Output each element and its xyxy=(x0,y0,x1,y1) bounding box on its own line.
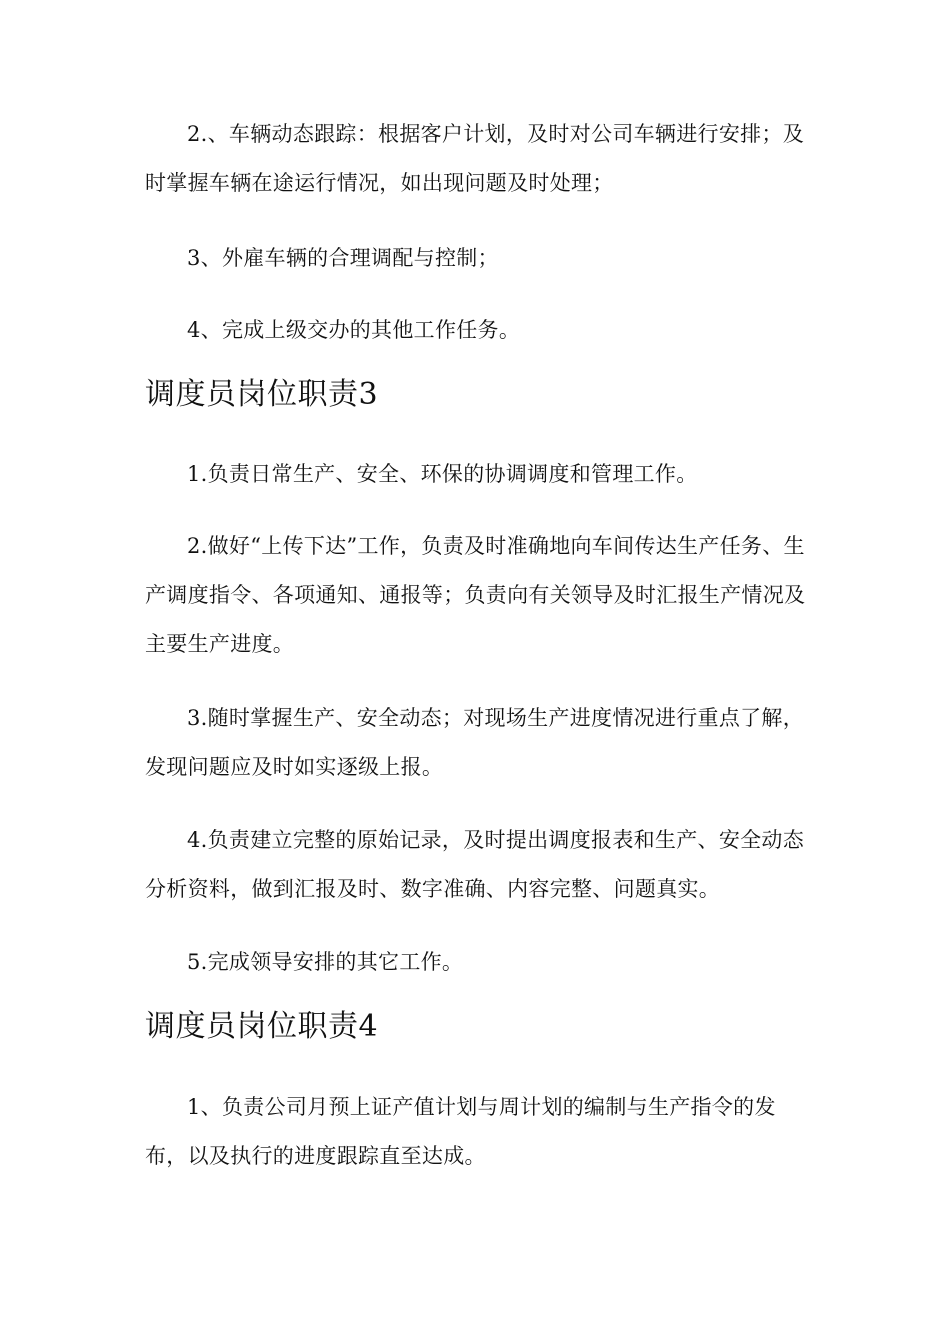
paragraph-external-vehicles: 3、外雇车辆的合理调配与控制； xyxy=(187,246,499,270)
paragraph-communication: 2.做好“上传下达”工作，负责及时准确地向车间传达生产任务、生产调度指令、各项通知、通报等；负责向有关领导及时汇报生产情况及主要生产进度。 xyxy=(145,534,806,656)
paragraph-other-work: 5.完成领导安排的其它工作。 xyxy=(187,950,464,974)
section-3-heading: 调度员岗位职责3 xyxy=(145,377,379,412)
paragraph-monitoring: 3.随时掌握生产、安全动态；对现场生产进度情况进行重点了解，发现问题应及时如实逐级上报。 xyxy=(145,706,805,779)
paragraph-daily-coordination: 1.负责日常生产、安全、环保的协调调度和管理工作。 xyxy=(187,462,698,486)
paragraph-records: 4.负责建立完整的原始记录，及时提出调度报表和生产、安全动态分析资料，做到汇报及时、数字准确、内容完整、问题真实。 xyxy=(145,828,805,901)
paragraph-production-plan: 1、负责公司月预上证产值计划与周计划的编制与生产指令的发布，以及执行的进度跟踪直至达成。 xyxy=(145,1095,776,1168)
section-4-heading: 调度员岗位职责4 xyxy=(145,1009,379,1044)
paragraph-other-tasks: 4、完成上级交办的其他工作任务。 xyxy=(187,318,521,342)
paragraph-vehicle-tracking: 2.、车辆动态跟踪：根据客户计划，及时对公司车辆进行安排；及时掌握车辆在途运行情况，如出现问题及时处理； xyxy=(145,122,805,195)
